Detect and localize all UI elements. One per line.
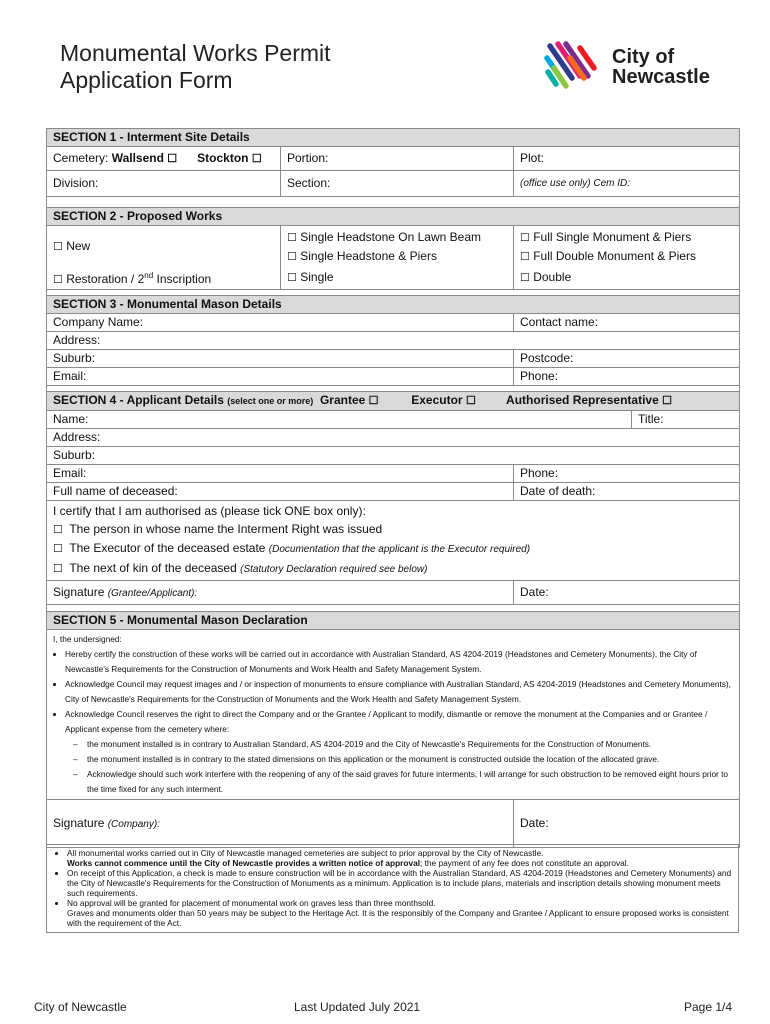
interment-right-label: The person in whose name the Interment Right was issued xyxy=(69,522,383,536)
title-line-2: Application Form xyxy=(60,67,233,93)
footer-page-number: Page 1/4 xyxy=(684,1000,733,1014)
double-option[interactable] xyxy=(514,267,740,290)
cemetery-label: Cemetery: xyxy=(53,150,109,165)
approval-warning: Works cannot commence until the City of Newcastle provides a written notice of approval xyxy=(67,858,420,868)
next-of-kin-label: The next of kin of the deceased xyxy=(69,561,237,575)
lawn-beam-label: Single Headstone On Lawn Beam xyxy=(300,230,481,244)
wallsend-option[interactable] xyxy=(112,151,177,165)
applicant-address-field[interactable]: Address: xyxy=(47,429,740,447)
plot-field[interactable]: Plot: xyxy=(514,147,740,171)
next-of-kin-note: (Statutory Declaration required see below) xyxy=(240,564,428,575)
executor-estate-checkbox[interactable]: ☐ xyxy=(53,543,63,555)
application-form-table xyxy=(46,128,740,848)
lawn-beam-option[interactable] xyxy=(287,228,507,247)
mason-email-field[interactable]: Email: xyxy=(47,368,514,386)
executor-label: Executor xyxy=(411,393,463,407)
authorised-option[interactable] xyxy=(506,393,672,407)
authority-certification xyxy=(47,501,740,581)
full-double-label: Full Double Monument & Piers xyxy=(533,249,696,263)
authorised-checkbox[interactable]: ☐ xyxy=(662,395,672,407)
full-double-option[interactable] xyxy=(520,247,733,266)
full-double-checkbox[interactable]: ☐ xyxy=(520,251,530,263)
note-item: • All monumental works carried out in City of Newcastle managed cemeteries are subject to prior approval by the City of Newcastle. Works cannot commence until the City of Newcastle provides a written notice of approval; the payment of any fee does not constitute an approval. xyxy=(67,848,732,868)
wallsend-checkbox[interactable]: ☐ xyxy=(167,152,178,165)
section-4-heading xyxy=(47,392,740,411)
single-checkbox[interactable]: ☐ xyxy=(287,272,297,284)
section-2-heading: SECTION 2 - Proposed Works xyxy=(47,208,740,226)
executor-option[interactable] xyxy=(411,393,476,407)
company-signature-field[interactable] xyxy=(47,800,514,848)
declaration-sub-item: – the monument installed is in contrary to Australian Standard, AS 4204-2019 and the City of Newcastle's Requirements for the Construction of Monuments. xyxy=(87,737,733,752)
declaration-bullet: • Acknowledge Council reserves the right to direct the Company and or the Grantee / Applicant to modify, dismantle or remove the monument at the Companies and or Grantee / Applicant expense from the cemetery where: – the monument installed is in contrary to Australian Standard, AS 4204-2019 and the City of Newcastle's Requirements for the Construction of Monuments. – the monument installed is in contrary to the stated dimensions on this application or the monument is constructed outside the location of the allocated grave. – Acknowledge should such work interfere with the reopening of any of the said graves for future interments, I will arrange for such obstruction to be removed eight hours prior to the time fixed for any such interment. xyxy=(65,707,733,797)
declaration-bullet: • Hereby certify the construction of these works will be carried out in accordance with Australian Standard, AS 4204-2019 (Headstones and Cemetery Monuments), the City of Newcastle's Requirements for the Construction of Monuments and Work Health and Safety Management System. xyxy=(65,647,733,677)
title-line-1: Monumental Works Permit xyxy=(60,40,331,66)
next-of-kin-checkbox[interactable]: ☐ xyxy=(53,563,63,575)
contact-name-field[interactable]: Contact name: xyxy=(514,314,740,332)
mason-declaration xyxy=(47,630,740,800)
city-logo-mark-icon xyxy=(544,40,606,92)
applicant-title-field[interactable]: Title: xyxy=(632,411,740,429)
headstone-options xyxy=(281,226,514,268)
city-logo-text xyxy=(612,47,710,87)
new-checkbox[interactable]: ☐ xyxy=(53,240,63,253)
footer-organisation: City of Newcastle xyxy=(34,1000,127,1014)
certify-statement: I certify that I am authorised as (please tick ONE box only): xyxy=(53,504,366,518)
applicant-email-field[interactable]: Email: xyxy=(47,465,514,483)
spacer xyxy=(47,605,740,612)
applicant-date-field[interactable]: Date: xyxy=(514,581,740,605)
company-signature-note: (Company): xyxy=(107,818,160,830)
full-single-option[interactable] xyxy=(520,228,733,247)
declaration-sub-item: – Acknowledge should such work interfere with the reopening of any of the said graves for future interments, I will arrange for such obstruction to be removed eight hours prior to the time fixed for any such interment. xyxy=(87,767,733,797)
grantee-checkbox[interactable]: ☐ xyxy=(368,395,379,407)
double-label: Double xyxy=(533,270,572,284)
authorised-label: Authorised Representative xyxy=(506,393,659,407)
interment-right-option[interactable] xyxy=(53,520,733,539)
logo-line-2: Newcastle xyxy=(612,66,710,88)
company-signature-label: Signature xyxy=(53,815,105,830)
declaration-sub-item: – the monument installed is in contrary to the stated dimensions on this application or the monument is constructed outside the location of the allocated grave. xyxy=(87,752,733,767)
executor-estate-label: The Executor of the deceased estate xyxy=(69,541,266,555)
spacer xyxy=(47,197,740,208)
declaration-intro: I, the undersigned: xyxy=(53,634,122,644)
stockton-checkbox[interactable]: ☐ xyxy=(251,152,262,165)
double-checkbox[interactable]: ☐ xyxy=(520,272,530,284)
lawn-beam-checkbox[interactable]: ☐ xyxy=(287,232,297,244)
section-field[interactable]: Section: xyxy=(281,171,514,197)
section-4-title: SECTION 4 - Applicant Details xyxy=(53,393,224,407)
applicant-signature-field[interactable] xyxy=(47,581,514,605)
cemetery-cell xyxy=(47,147,281,171)
applicant-name-field[interactable]: Name: xyxy=(47,411,632,429)
applicant-phone-field[interactable]: Phone: xyxy=(514,465,740,483)
deceased-name-field[interactable]: Full name of deceased: xyxy=(47,483,514,501)
headstone-piers-label: Single Headstone & Piers xyxy=(300,249,437,263)
restoration-checkbox[interactable]: ☐ xyxy=(53,274,63,286)
headstone-piers-checkbox[interactable]: ☐ xyxy=(287,251,297,263)
new-label: New xyxy=(66,238,91,253)
mason-suburb-field[interactable]: Suburb: xyxy=(47,350,514,368)
mason-address-field[interactable]: Address: xyxy=(47,332,740,350)
headstone-piers-option[interactable] xyxy=(287,247,507,266)
wallsend-label: Wallsend xyxy=(111,150,164,165)
notes-box xyxy=(46,844,739,933)
executor-checkbox[interactable]: ☐ xyxy=(465,395,476,407)
full-single-label: Full Single Monument & Piers xyxy=(533,230,692,244)
next-of-kin-option[interactable] xyxy=(53,559,733,579)
select-note: (select one or more) xyxy=(227,396,314,406)
single-option[interactable] xyxy=(281,267,514,290)
logo-line-1: City of xyxy=(612,46,675,68)
restoration-option[interactable] xyxy=(47,267,281,290)
stockton-option[interactable] xyxy=(197,151,262,165)
footer-updated: Last Updated July 2021 xyxy=(294,1000,421,1014)
cem-id-field: (office use only) Cem ID: xyxy=(514,171,740,197)
applicant-suburb-field[interactable]: Suburb: xyxy=(47,447,740,465)
applicant-signature-note: (Grantee/Applicant): xyxy=(107,587,198,599)
mason-phone-field[interactable]: Phone: xyxy=(514,368,740,386)
grantee-label: Grantee xyxy=(319,393,366,407)
single-label: Single xyxy=(300,270,334,284)
page-title xyxy=(60,40,331,94)
company-name-field[interactable]: Company Name: xyxy=(47,314,514,332)
applicant-signature-label: Signature xyxy=(53,584,105,599)
stockton-label: Stockton xyxy=(197,150,249,165)
date-of-death-field[interactable]: Date of death: xyxy=(514,483,740,501)
new-option[interactable] xyxy=(47,226,281,268)
company-date-field[interactable]: Date: xyxy=(514,800,740,848)
note-item: • On receipt of this Application, a check is made to ensure construction will be in accordance with the Australian Standard, AS 4204-2019 (Headstones and Cemetery Monuments) and the City of Newcastle's Requirements for the Construction of Monuments as a minimum. Application is to include plans, materials and inscription details showing monument meets such requirements. xyxy=(67,868,732,898)
mason-postcode-field[interactable]: Postcode: xyxy=(514,350,740,368)
executor-estate-note: (Documentation that the applicant is the Executor required) xyxy=(268,544,531,555)
note-item: • No approval will be granted for placement of monumental work on graves less than three monthsold. Graves and monuments older than 50 years may be subject to the Heritage Act. It is the responsibly of the Company and Grantee / Applicant to ensure proposed works is consistent with the requirement of the Act. xyxy=(67,898,732,928)
section-1-heading: SECTION 1 - Interment Site Details xyxy=(47,129,740,147)
executor-estate-option[interactable] xyxy=(53,539,733,559)
restoration-label: Restoration / 2nd Inscription xyxy=(66,271,212,286)
section-3-heading: SECTION 3 - Monumental Mason Details xyxy=(47,296,740,314)
portion-field[interactable]: Portion: xyxy=(281,147,514,171)
monument-options xyxy=(514,226,740,268)
full-single-checkbox[interactable]: ☐ xyxy=(520,232,530,244)
grantee-option[interactable] xyxy=(320,393,379,407)
section-5-heading: SECTION 5 - Monumental Mason Declaration xyxy=(47,612,740,630)
declaration-bullet: • Acknowledge Council may request images and / or inspection of monuments to ensure compliance with Australian Standard, AS 4204-2019 (Headstones and Cemetery Monuments), City of Newcastle's Requirements for the Construction of Monuments and the Work Health and Safety Management System. xyxy=(65,677,733,707)
division-field[interactable]: Division: xyxy=(47,171,281,197)
interment-right-checkbox[interactable]: ☐ xyxy=(53,524,63,536)
